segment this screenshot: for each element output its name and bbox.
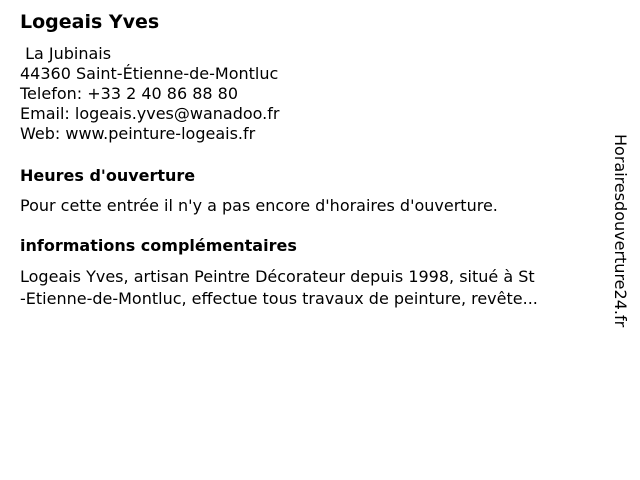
- site-watermark: Horairesdouverture24.fr: [611, 134, 630, 328]
- email-line: Email: logeais.yves@wanadoo.fr: [20, 104, 280, 123]
- city-address: 44360 Saint-Étienne-de-Montluc: [20, 64, 279, 83]
- business-name: Logeais Yves: [20, 11, 160, 33]
- website-line: Web: www.peinture-logeais.fr: [20, 124, 256, 143]
- additional-info-text: [20, 266, 590, 310]
- phone-line: Telefon: +33 2 40 86 88 80: [20, 84, 239, 103]
- business-card: [20, 10, 600, 310]
- additional-info-line-1: Logeais Yves, artisan Peintre Décorateur depuis 1998, situé à St: [20, 267, 535, 286]
- opening-hours-heading: Heures d'ouverture: [20, 166, 196, 185]
- street-address: La Jubinais: [20, 44, 112, 63]
- additional-info-heading: informations complémentaires: [20, 236, 297, 255]
- contact-block: [20, 44, 600, 144]
- additional-info-line-2: -Etienne-de-Montluc, effectue tous travaux de peinture, revête...: [20, 289, 538, 308]
- opening-hours-text: Pour cette entrée il n'y a pas encore d'horaires d'ouverture.: [20, 196, 498, 215]
